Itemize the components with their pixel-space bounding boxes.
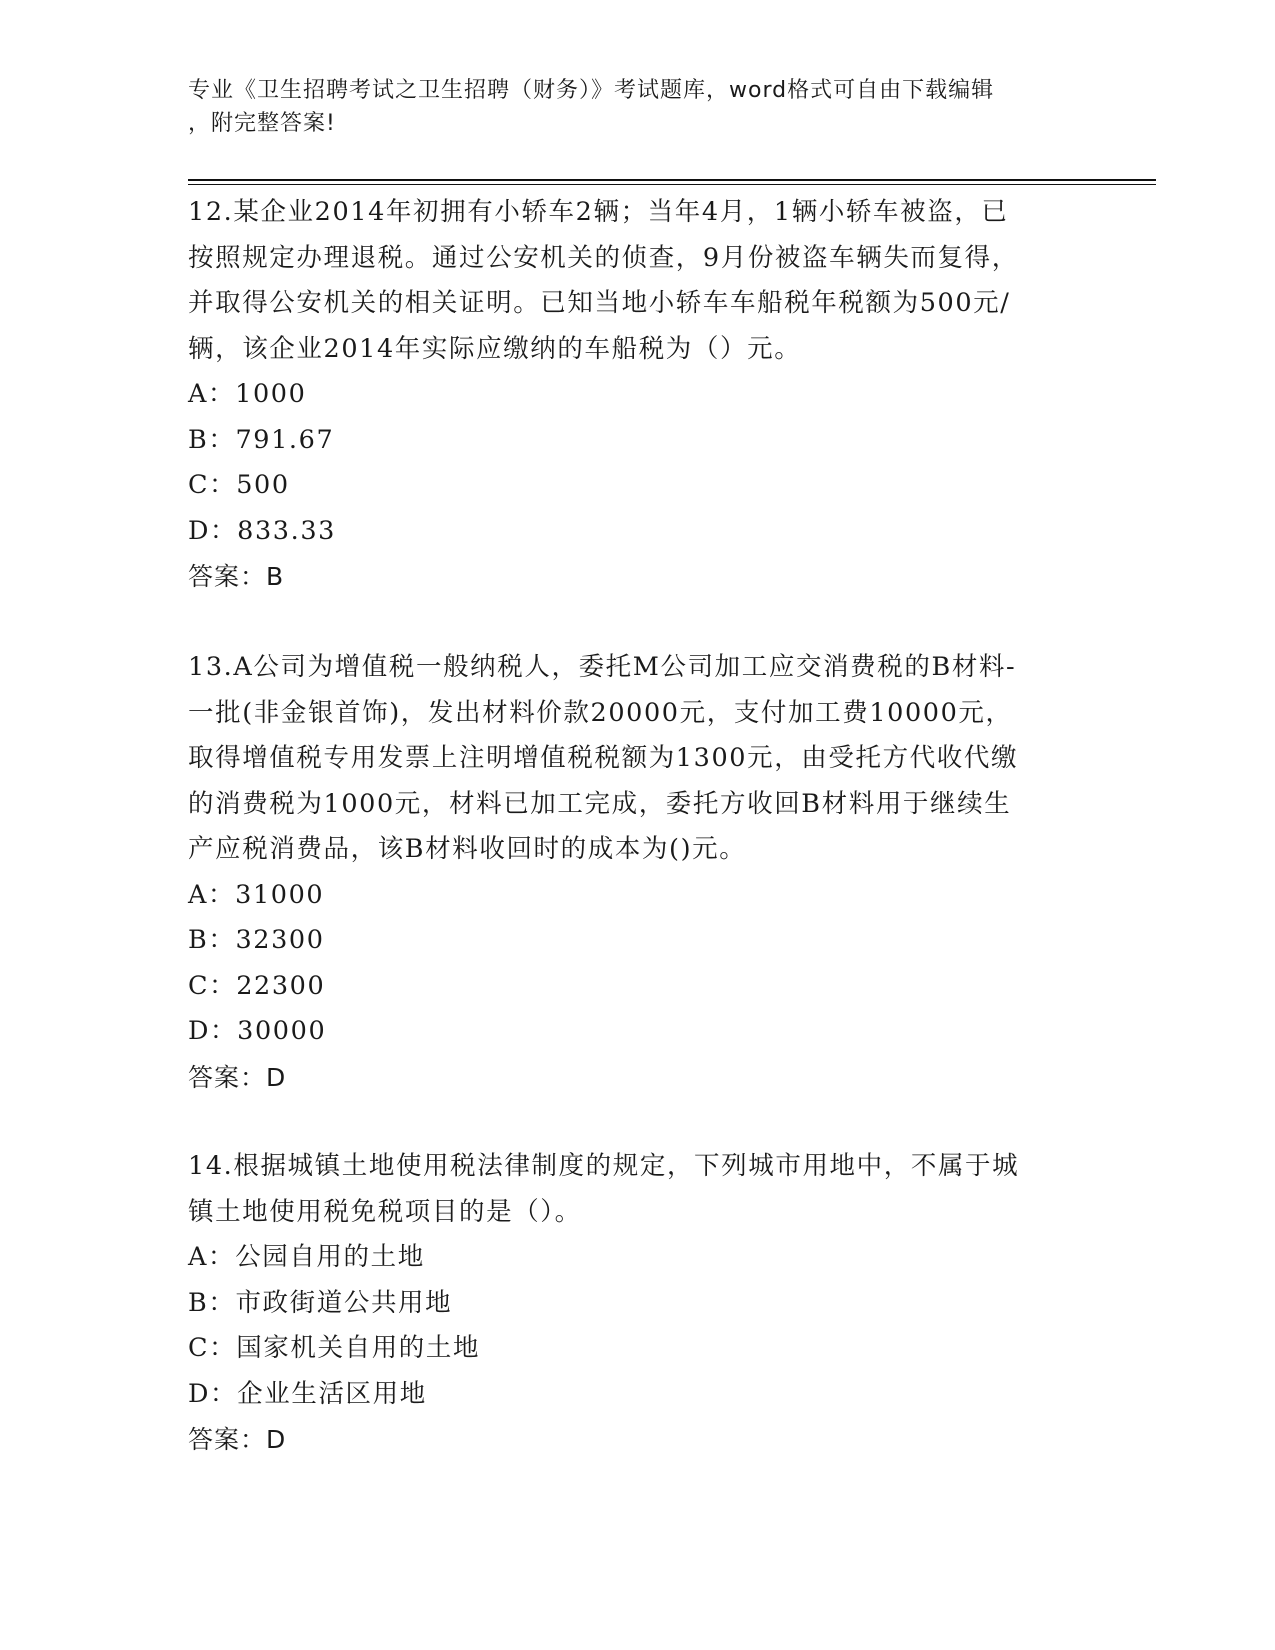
- stem-line: 镇土地使用税免税项目的是（）。: [188, 1196, 582, 1227]
- option-c: C：国家机关自用的土地: [188, 1333, 481, 1363]
- stem-line: 按照规定办理退税。通过公安机关的侦查，9月份被盗车辆失而复得，: [188, 242, 1019, 273]
- stem-line: 一批(非金银首饰)，发出材料价款20000元，支付加工费10000元，: [188, 697, 1013, 728]
- stem-line: 12.某企业2014年初拥有小轿车2辆；当年4月，1辆小轿车被盗，已: [188, 197, 1009, 227]
- option-a: A：公园自用的土地: [188, 1242, 425, 1272]
- question-stem: [188, 1144, 1088, 1235]
- stem-line: 14.根据城镇土地使用税法律制度的规定，下列城市用地中，不属于城: [188, 1151, 1020, 1181]
- option-c: C：500: [188, 470, 290, 500]
- stem-line: 13.A公司为增值税一般纳税人，委托M公司加工应交消费税的B材料-: [188, 652, 1017, 682]
- option-a: A：1000: [188, 379, 307, 409]
- question-12: [188, 190, 1088, 600]
- stem-line: 产应税消费品，该B材料收回时的成本为()元。: [188, 834, 747, 864]
- stem-line: 取得增值税专用发票上注明增值税税额为1300元，由受托方代收代缴: [188, 743, 1019, 773]
- question-stem: [188, 190, 1088, 372]
- option-b: B：市政街道公共用地: [188, 1287, 453, 1318]
- stem-line: 并取得公安机关的相关证明。已知当地小轿车车船税年税额为500元/: [188, 288, 1011, 318]
- answer-line: 答案：D: [188, 1425, 287, 1454]
- answer-line: 答案：D: [188, 1062, 287, 1092]
- option-d: D：833.33: [188, 515, 336, 546]
- header-divider-thick: [188, 179, 1156, 181]
- header-line-2: ，附完整答案!: [188, 111, 336, 136]
- option-d: D：30000: [188, 1016, 327, 1046]
- option-b: B：791.67: [188, 424, 335, 455]
- option-b: B：32300: [188, 925, 325, 955]
- option-c: C：22300: [188, 970, 326, 1001]
- header-divider-thin: [188, 184, 1156, 185]
- header-line-1: 专业《卫生招聘考试之卫生招聘（财务）》考试题库，word格式可自由下载编辑: [188, 78, 995, 103]
- option-a: A：31000: [188, 879, 325, 910]
- question-13: [188, 645, 1088, 1100]
- option-d: D：企业生活区用地: [188, 1378, 427, 1409]
- question-stem: [188, 645, 1088, 873]
- document-header: [188, 74, 1068, 140]
- stem-line: 辆，该企业2014年实际应缴纳的车船税为（）元。: [188, 333, 802, 364]
- stem-line: 的消费税为1000元，材料已加工完成，委托方收回B材料用于继续生: [188, 788, 1012, 819]
- question-14: [188, 1144, 1088, 1463]
- answer-line: 答案：B: [188, 562, 285, 591]
